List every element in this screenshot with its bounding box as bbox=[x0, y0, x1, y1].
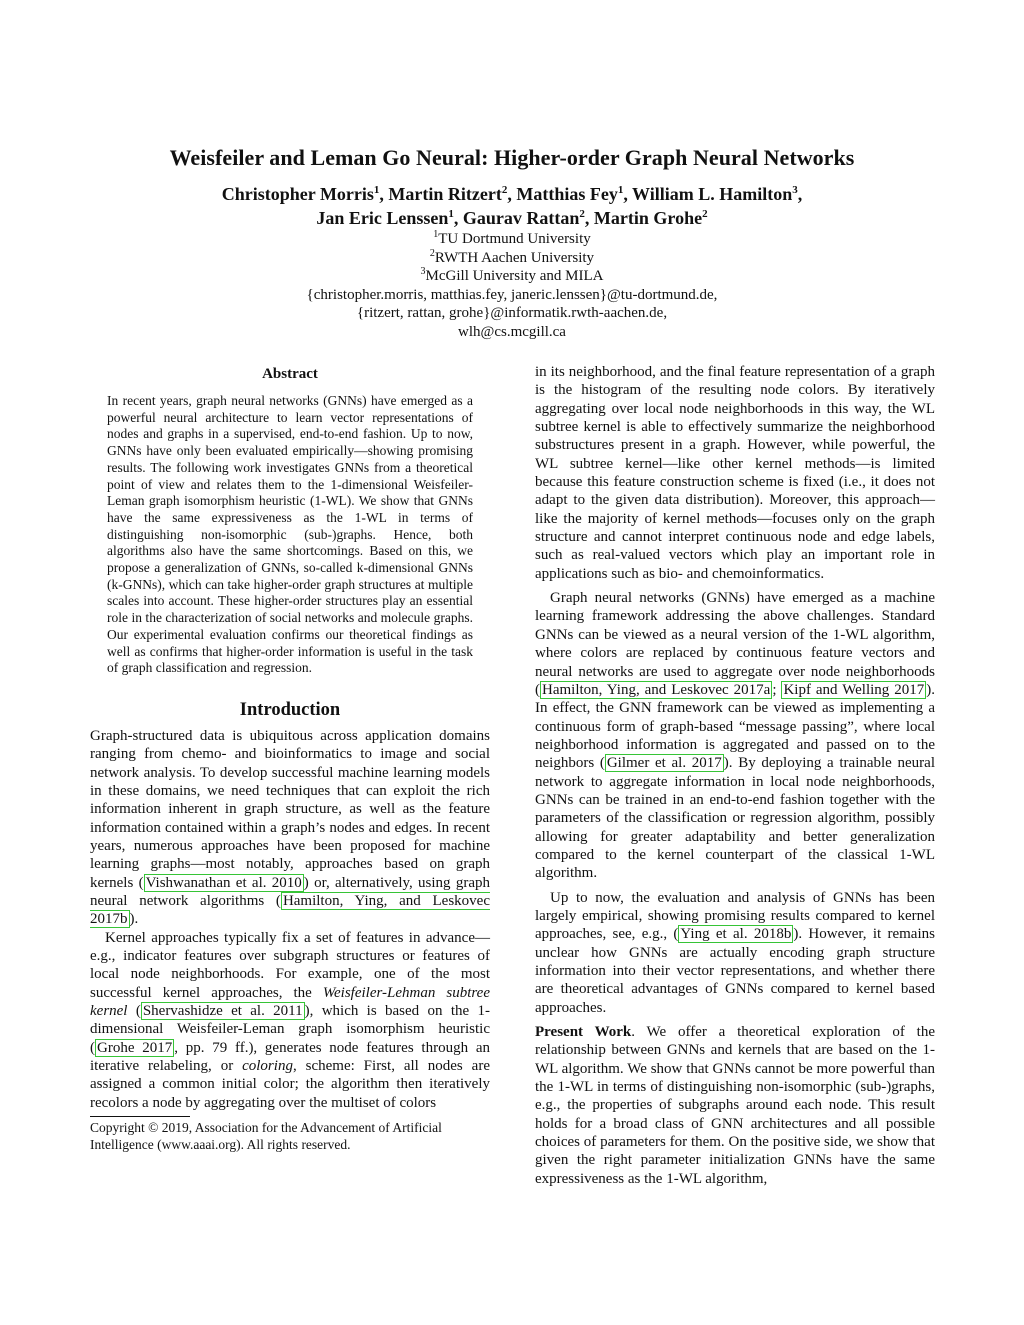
affiliations bbox=[0, 230, 1024, 342]
left-column bbox=[90, 360, 490, 1153]
author-line-2 bbox=[0, 206, 1024, 230]
citation-link[interactable]: Hamilton, Ying, and Leskovec 2017b bbox=[90, 893, 490, 928]
author: Christopher Morris$^1$, bbox=[221, 184, 389, 204]
email-line: wlh@cs.mcgill.ca bbox=[458, 323, 566, 340]
author: Martin Ritzert$^2$, bbox=[388, 184, 517, 204]
citation-link[interactable]: Ying et al. 2018b bbox=[680, 926, 792, 943]
intro-paragraph-2: Kernel approaches typically fix a set of features in advance—e.g., indicator features over subgraph structures or features of local node neighborhoods. For example, one of the most successful kernel approaches, the Weisfeiler-Lehman subtree kernel ( Shervashidze et al. 2011 ), which is based on the 1-dimensional Weisfeiler-Leman graph isomorphism heuristic ( Grohe 2017 , pp. 79 ff.), generates node features through an iterative relabeling, or coloring, scheme: First, all nodes are assigned a common initial color; the algorithm then iteratively recolors a node by aggregating over the multiset of colors bbox=[90, 929, 490, 1111]
introduction-heading: Introduction bbox=[239, 699, 341, 720]
paper-title: Weisfeiler and Leman Go Neural: Higher-order Graph Neural Networks bbox=[169, 145, 855, 170]
author: Matthias Fey$^1$, bbox=[516, 184, 633, 204]
right-column bbox=[535, 363, 935, 1188]
copyright-footnote: Copyright © 2019, Association for the Advancement of Artificial Intelligence (www.aaai.org). All rights reserved. bbox=[90, 1120, 442, 1152]
citation-link[interactable]: Hamilton, Ying, and Leskovec 2017a bbox=[542, 681, 771, 698]
affiliation: $^1$TU Dortmund University bbox=[433, 229, 591, 247]
citation-link[interactable]: Vishwanathan et al. 2010 bbox=[145, 874, 302, 891]
author: Gaurav Rattan$^2$, bbox=[462, 208, 594, 228]
body-paragraph: in its neighborhood, and the final feature representation of a graph is the histogram of the resulting node colors. By iteratively aggregating over local node neighborhoods in this way, the WL subtree kernel is able to effectively summarize the neighborhood substructures present in a graph. However, while powerful, the WL subtree kernel—like other kernel methods—is limited because this feature construction scheme is fixed (i.e., it does not adapt to the given data distribution). Moreover, this approach—like the majority of kernel methods—focuses only on the graph structure and cannot interpret continuous node and edge labels, such as real-valued vectors which play an important role in applications such as bio- and chemoinformatics. bbox=[535, 364, 935, 582]
author-list bbox=[0, 182, 1024, 230]
author: Jan Eric Lenssen$^1$, bbox=[316, 208, 463, 228]
affiliation: $^2$RWTH Aachen University bbox=[429, 247, 595, 266]
intro-paragraph-1: Graph-structured data is ubiquitous across application domains ranging from chemo- and bioinformatics to image and social network analysis. To develop successful machine learning models in these domains, we need techniques that can exploit the rich information inherent in graph structure, as well as the feature information contained within a graph’s nodes and edges. In recent years, numerous approaches have been proposed for machine learning graphs—most notably, approaches based on graph kernels ( Vishwanathan et al. 2010 ) or, alternatively, using graph neural network algorithms ( Hamilton, Ying, and Leskovec 2017b ). bbox=[90, 727, 490, 928]
email-line: {ritzert, rattan, grohe}@informatik.rwth-aachen.de, bbox=[356, 305, 668, 322]
author: William L. Hamilton$^3$, bbox=[632, 184, 803, 204]
email-line: {christopher.morris, matthias.fey, janeric.lenssen}@tu-dortmund.de, bbox=[306, 286, 718, 303]
affiliation: $^3$McGill University and MILA bbox=[420, 266, 604, 285]
author: Martin Grohe$^2$ bbox=[593, 208, 708, 228]
citation-link[interactable]: Grohe 2017 bbox=[97, 1039, 173, 1056]
abstract-heading: Abstract bbox=[262, 366, 318, 382]
body-paragraph: Up to now, the evaluation and analysis of GNNs has been largely empirical, showing promising results compared to kernel approaches, see, e.g., ( Ying et al. 2018b ). However, it remains unclear how GNNs are actually encoding graph structure information into their vector representations, and whether there are theoretical advantages of GNNs compared to kernel based approaches. bbox=[535, 889, 935, 1016]
body-paragraph: Graph neural networks (GNNs) have emerged as a machine learning framework addressing the above challenges. Standard GNNs can be viewed as a neural version of the 1-WL algorithm, where colors are replaced by continuous feature vectors and neural networks are used to aggregate over node neighborhoods ( Hamilton, Ying, and Leskovec 2017a ; Kipf and Welling 2017 ). In effect, the GNN framework can be viewed as implementing a continuous form of graph-based “message passing”, where local neighborhood information is aggregated and passed on to the neighbors ( Gilmer et al. 2017 ). By deploying a trainable neural network to aggregate information in local node neighborhoods, GNNs can be trained in an end-to-end fashion together with the parameters of the classification or regression algorithm, possibly allowing for greater adaptability and better generalization compared to the kernel counterpart of the classical 1-WL algorithm. bbox=[535, 590, 936, 882]
citation-link[interactable]: Gilmer et al. 2017 bbox=[606, 755, 722, 772]
present-work-label: Present Work bbox=[535, 1024, 632, 1041]
footnote-divider bbox=[90, 1116, 190, 1117]
author-line-1 bbox=[0, 182, 1024, 206]
abstract-text: In recent years, graph neural networks (GNNs) have emerged as a powerful neural architecture to learn vector representations of nodes and graphs in a supervised, end-to-end fashion. Up to now, GNNs have only been evaluated empirically—showing promising results. The following work investigates GNNs from a theoretical point of view and relates them to the 1-dimensional Weisfeiler-Leman graph isomorphism heuristic (1-WL). We show that GNNs have the same expressiveness as the 1-WL in terms of distinguishing non-isomorphic (sub-)graphs. Hence, both algorithms also have the same shortcomings. Based on this, we propose a generalization of GNNs, so-called k-dimensional GNNs (k-GNNs), which can take higher-order graph structures at multiple scales into account. These higher-order structures play an essential role in the characterization of social networks and molecule graphs. Our experimental evaluation confirms our theoretical findings as well as confirms that higher-order information is useful in the task of graph classification and regression. bbox=[107, 393, 473, 676]
citation-link[interactable]: Kipf and Welling 2017 bbox=[783, 681, 925, 698]
citation-link[interactable]: Shervashidze et al. 2011 bbox=[142, 1003, 303, 1020]
present-work-paragraph: Present Work. We offer a theoretical exploration of the relationship between GNNs and kernels that are based on the 1-WL algorithm. We show that GNNs cannot be more powerful than the 1-WL in terms of distinguishing non-isomorphic (sub-)graphs, e.g., the properties of subgraphs around each node. This result holds for a broad class of GNN architectures and all possible choices of parameters for them. On the positive side, we show that given the right parameter initialization GNNs have the same expressiveness as the 1-WL algorithm, bbox=[535, 1024, 935, 1187]
